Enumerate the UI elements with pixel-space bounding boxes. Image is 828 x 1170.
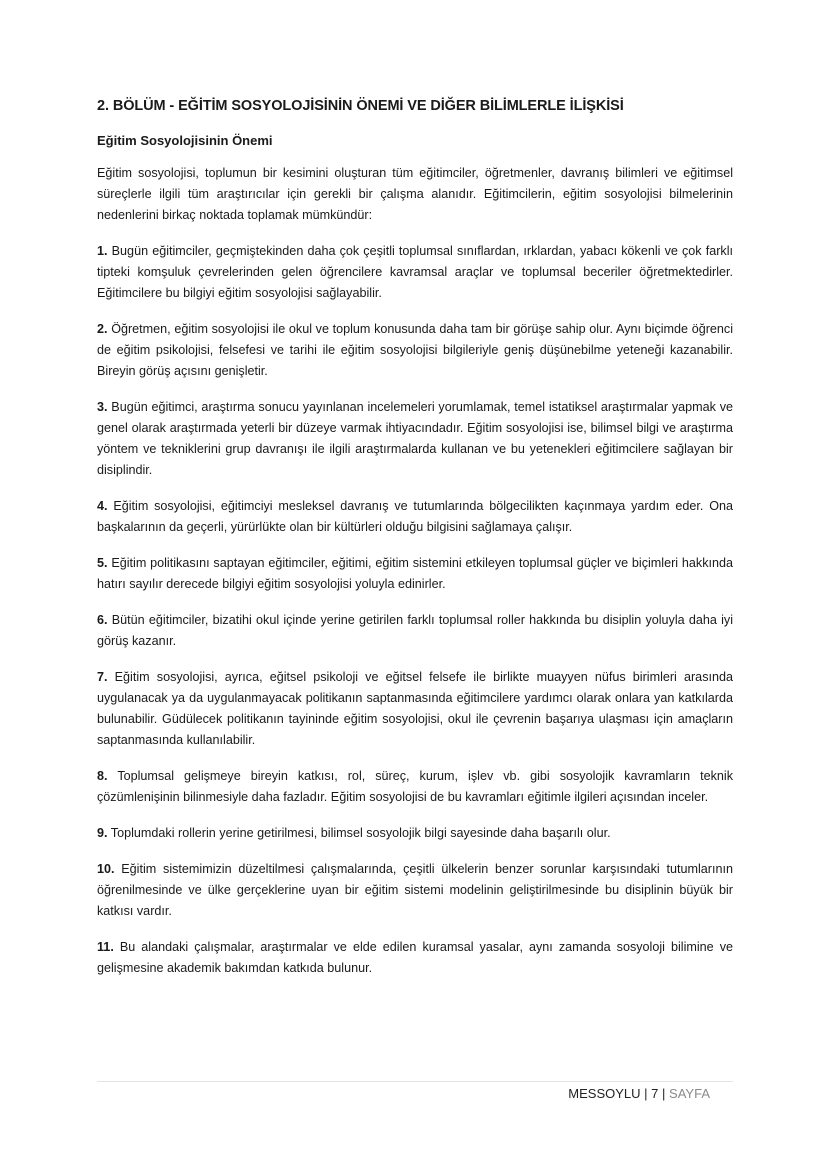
list-item xyxy=(97,610,733,652)
list-item-number: 9. xyxy=(97,826,108,840)
list-item-number: 10. xyxy=(97,862,115,876)
list-item-text: Öğretmen, eğitim sosyolojisi ile okul ve toplum konusunda daha tam bir görüşe sahip olur. Aynı biçimde öğrenci de eğitim psikolojisi, felsefesi ve tarihi ile eğitim sosyolojisi bilgileriyle geniş düşünebilme yeteneği kazanabilir. Bireyin görüş açısını genişletir. xyxy=(97,322,734,378)
list-item-text: Eğitim sosyolojisi, eğitimciyi mesleksel davranış ve tutumlarında bölgecilikten kaçınmaya yardım eder. Ona başkalarının da geçerli, yürürlükte olan bir kültürleri olduğu bilgisini sağlamaya çalışır. xyxy=(97,499,733,534)
list-item xyxy=(97,859,733,922)
footer-page-label: SAYFA xyxy=(669,1086,710,1101)
list-item xyxy=(97,319,733,382)
list-item-text: Bu alandaki çalışmalar, araştırmalar ve elde edilen kuramsal yasalar, aynı zamanda sosyoloji bilimine ve gelişmesine akademik bakımdan katkıda bulunur. xyxy=(97,940,733,975)
page-footer xyxy=(568,1086,710,1101)
list-item-number: 3. xyxy=(97,400,108,414)
list-item xyxy=(97,937,733,979)
list-item-number: 5. xyxy=(97,556,108,570)
section-heading: Eğitim Sosyolojisinin Önemi xyxy=(97,133,273,148)
list-item-number: 2. xyxy=(97,322,108,336)
chapter-title: 2. BÖLÜM - EĞİTİM SOSYOLOJİSİNİN ÖNEMİ VE DİĞER BİLİMLERLE İLİŞKİSİ xyxy=(97,98,624,114)
list-item xyxy=(97,823,733,844)
list-item-number: 1. xyxy=(97,244,108,258)
list-item xyxy=(97,496,733,538)
numbered-list xyxy=(97,241,733,979)
footer-author: MESSOYLU xyxy=(568,1086,641,1101)
list-item xyxy=(97,241,733,304)
list-item-text: Toplumdaki rollerin yerine getirilmesi, bilimsel sosyolojik bilgi sayesinde daha başarılı olur. xyxy=(110,826,611,840)
list-item-number: 6. xyxy=(97,613,108,627)
list-item-text: Eğitim sistemimizin düzeltilmesi çalışmalarında, çeşitli ülkelerin benzer sorunlar karşısındaki tutumlarının öğrenilmesinde ve ülke gerçeklerine uyan bir eğitim sistemi modelinin geliştirilmesinde bu disiplinin büyük bir katkısı vardır. xyxy=(97,862,733,918)
page-content xyxy=(97,98,733,994)
list-item-text: Bütün eğitimciler, bizatihi okul içinde yerine getirilen farklı toplumsal roller hakkında bu disiplin yoluyla daha iyi görüş kazanır. xyxy=(97,613,733,648)
intro-paragraph: Eğitim sosyolojisi, toplumun bir kesimini oluşturan tüm eğitimciler, öğretmenler, davranış bilimleri ve eğitimsel süreçlerle ilgili tüm araştırıcılar için gerekli bir çalışma alanıdır. Eğitimcilerin, eğitim sosyolojisi bilmelerinin nedenlerini birkaç noktada toplamak mümkündür: xyxy=(97,166,733,222)
list-item xyxy=(97,553,733,595)
list-item xyxy=(97,397,733,481)
list-item xyxy=(97,766,733,808)
list-item-text: Bugün eğitimci, araştırma sonucu yayınlanan incelemeleri yorumlamak, temel istatiksel araştırmalar yapmak ve genel olarak araştırmada yeterli bir düzeye varmak ihtiyacındadır. Eğitim sosyolojisi ise, bilimsel bilgi ve araştırma yöntem ve tekniklerini grup davranışı ile ilgili araştırmalarda kullanan ve bu yetenekleri eğitimcilere sağlayan bir disiplindir. xyxy=(97,400,734,477)
list-item-text: Eğitim politikasını saptayan eğitimciler, eğitimi, eğitim sistemini etkileyen toplumsal güçler ve biçimleri hakkında hatırı sayılır derecede bilgiyi eğitim sosyolojisi yoluyla edinirler. xyxy=(97,556,734,591)
list-item-number: 8. xyxy=(97,769,108,783)
list-item xyxy=(97,667,733,751)
list-item-number: 7. xyxy=(97,670,108,684)
footer-separator: | xyxy=(644,1086,648,1101)
page-number: 7 xyxy=(651,1086,659,1101)
list-item-text: Toplumsal gelişmeye bireyin katkısı, rol, süreç, kurum, işlev vb. gibi sosyolojik kavramların teknik çözümlenişinin bilinmesiyle daha fazladır. Eğitim sosyolojisi de bu kavramları eğitimle ilgileri açısından inceler. xyxy=(97,769,733,804)
footer-separator: | xyxy=(662,1086,666,1101)
footer-divider xyxy=(97,1081,733,1082)
list-item-number: 4. xyxy=(97,499,108,513)
list-item-text: Eğitim sosyolojisi, ayrıca, eğitsel psikoloji ve eğitsel felsefe ile birlikte muayyen nüfus birimleri arasında uygulanacak ya da uygulanmayacak politikanın saptanmasında eğitimcilere yardımcı olarak onlara yan katkılarda bulunabilir. Güdülecek politikanın tayininde eğitim sosyolojisi, okul ile çevrenin başarıya ulaşması için amaçların saptanmasında kullanılabilir. xyxy=(97,670,733,747)
list-item-text: Bugün eğitimciler, geçmiştekinden daha çok çeşitli toplumsal sınıflardan, ırklardan, yabacı kökenli ve çok farklı tipteki komşuluk çevrelerinden gelen öğrencilere kavramsal araçlar ve toplumsal beceriler öğretmektedirler. Eğitimcilere bu bilgiyi eğitim sosyolojisi sağlayabilir. xyxy=(97,244,734,300)
list-item-number: 11. xyxy=(97,940,114,954)
